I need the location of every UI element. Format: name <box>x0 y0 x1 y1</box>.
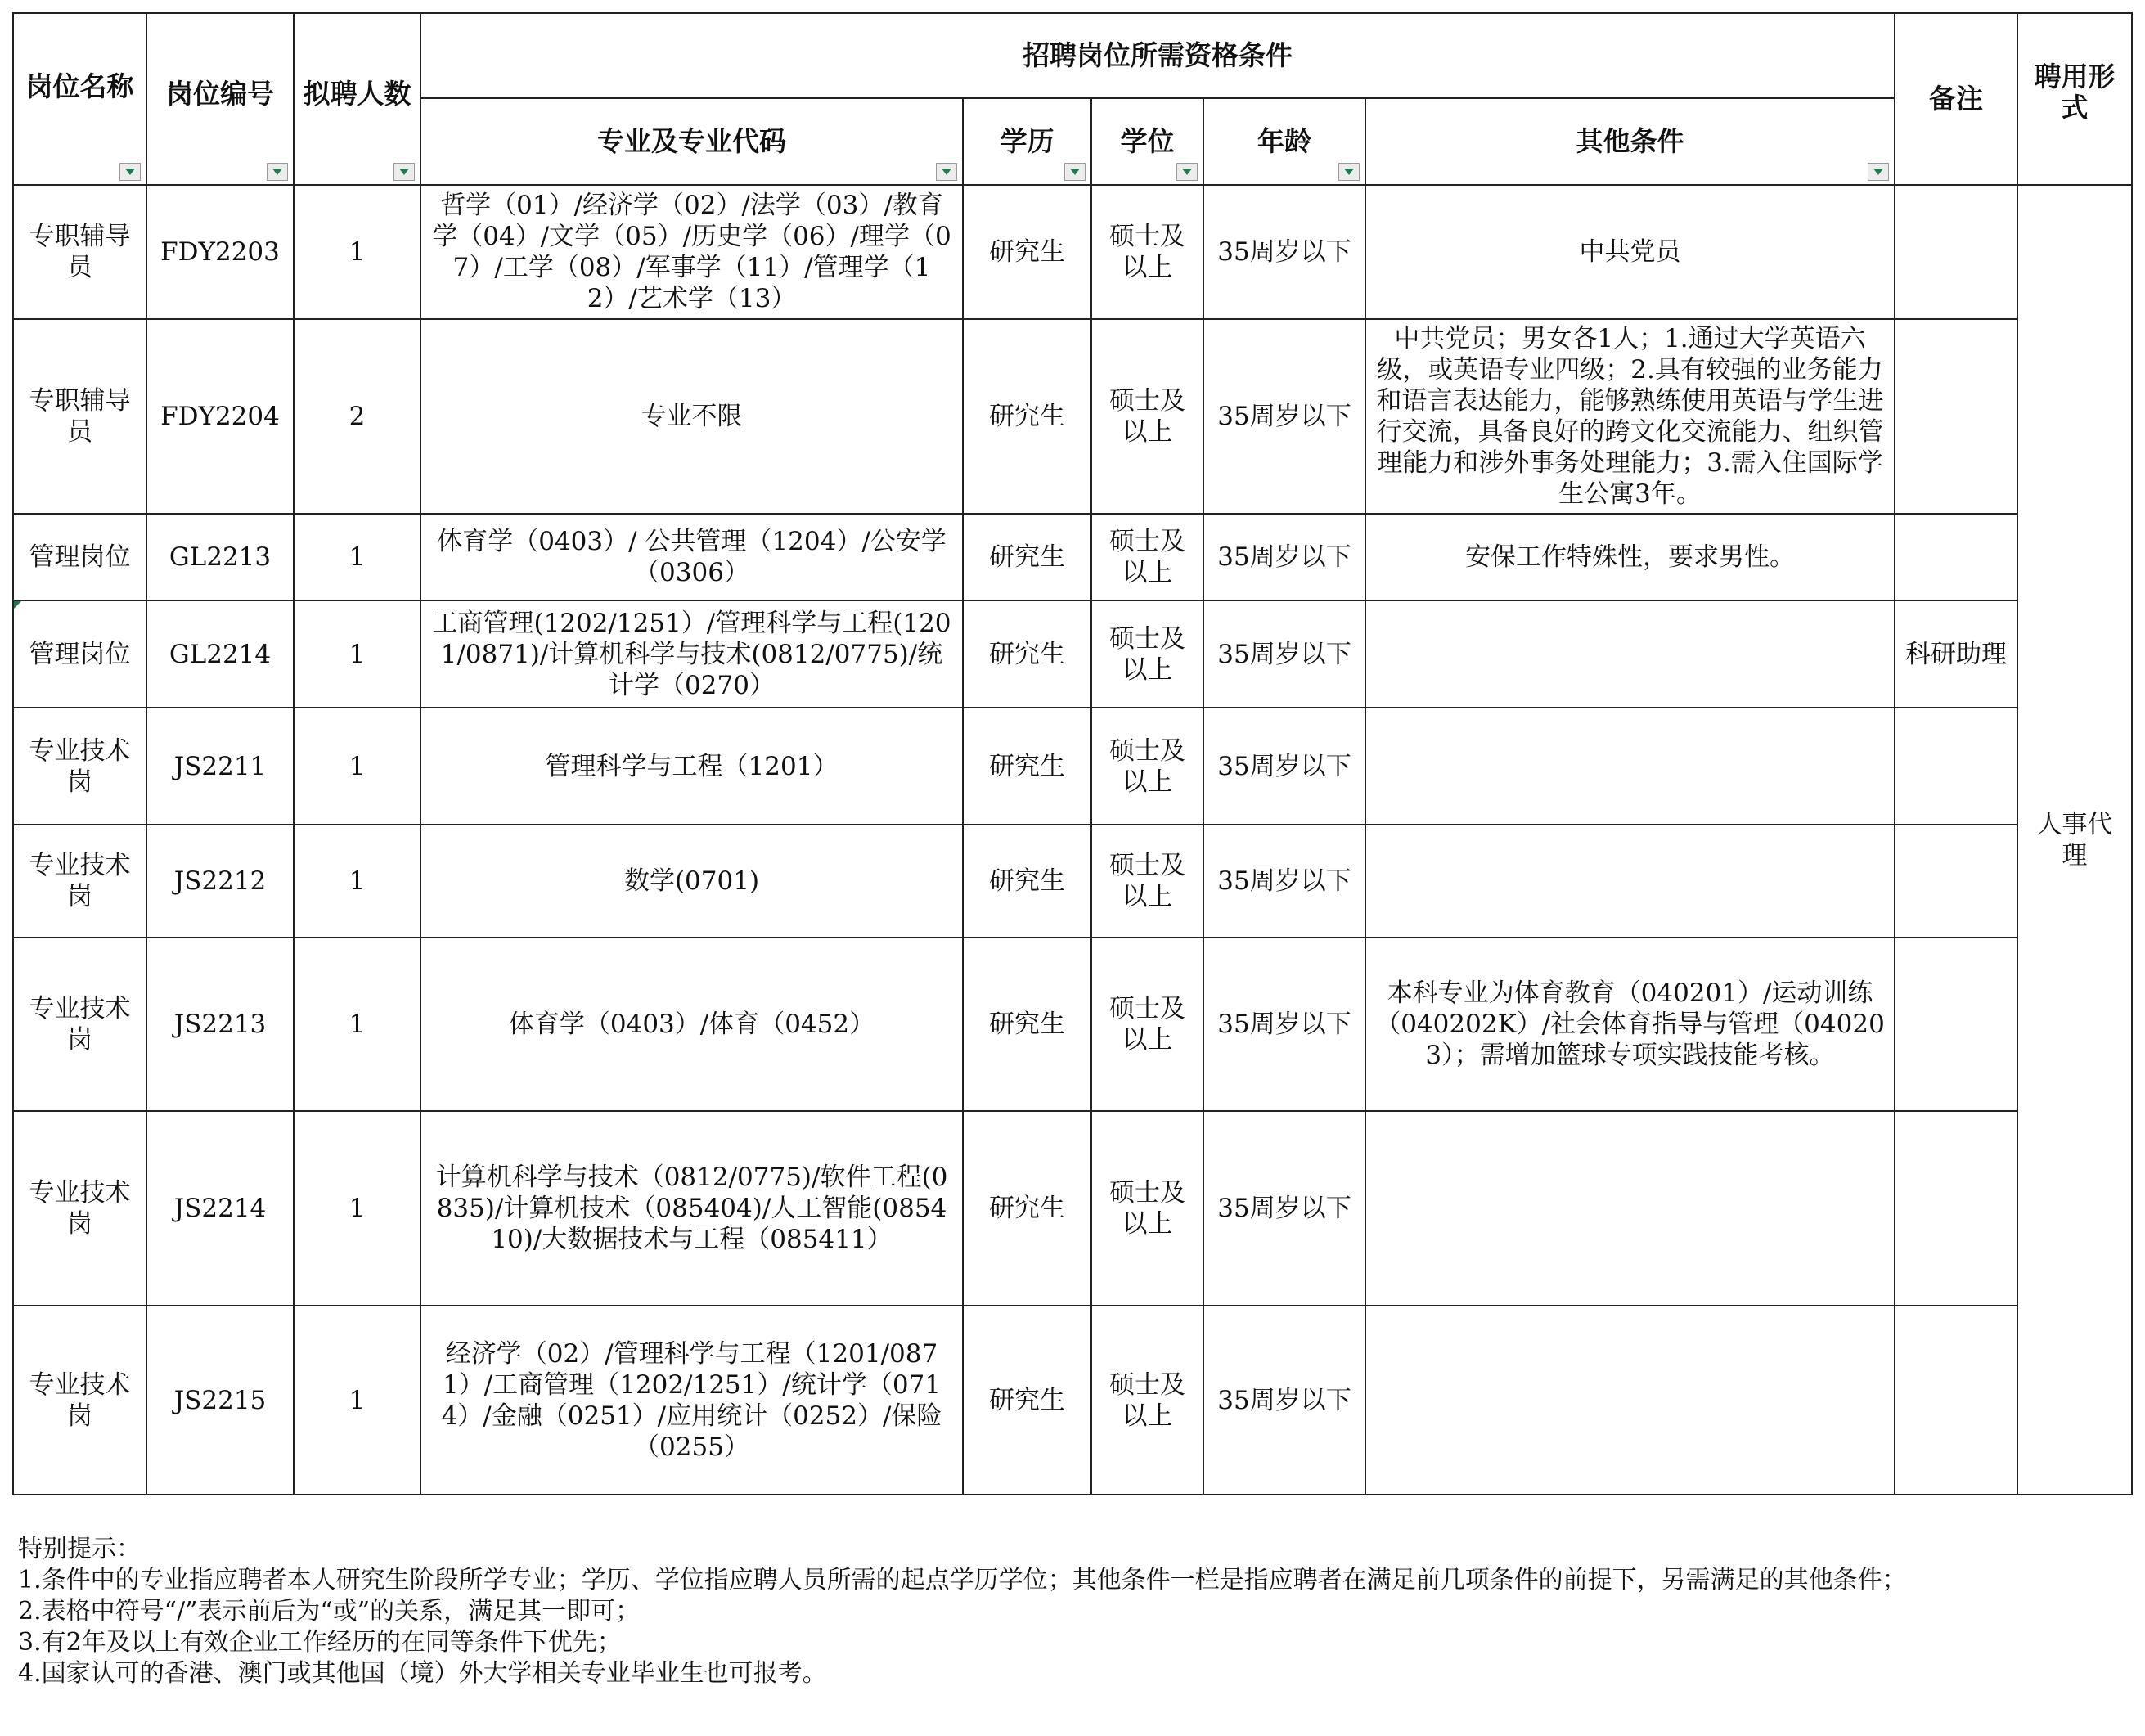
header-code: 岗位编号 <box>166 78 274 110</box>
cell-major: 体育学（0403）/体育（0452） <box>420 938 963 1111</box>
cell-code: FDY2204 <box>146 319 294 514</box>
cell-remark <box>1895 1111 2017 1306</box>
filter-dropdown-icon[interactable] <box>1868 163 1889 181</box>
cell-code: JS2212 <box>146 825 294 938</box>
cell-education: 研究生 <box>963 600 1091 708</box>
cell-major: 管理科学与工程（1201） <box>420 708 963 825</box>
header-other-cell <box>1365 98 1895 185</box>
cell-age: 35周岁以下 <box>1203 185 1365 319</box>
table-row <box>13 514 2132 600</box>
cell-remark <box>1895 319 2017 514</box>
cell-count: 1 <box>294 1306 420 1495</box>
cell-degree: 硕士及以上 <box>1091 514 1203 600</box>
filter-dropdown-icon[interactable] <box>1338 163 1360 181</box>
cell-age: 35周岁以下 <box>1203 1306 1365 1495</box>
cell-major: 经济学（02）/管理科学与工程（1201/0871）/工商管理（1202/1251）/统计学（0714）/金融（0251）/应用统计（0252）/保险（0255） <box>420 1306 963 1495</box>
cell-degree: 硕士及以上 <box>1091 825 1203 938</box>
cell-other <box>1365 708 1895 825</box>
cell-remark <box>1895 825 2017 938</box>
cell-code: FDY2203 <box>146 185 294 319</box>
header-education-cell <box>963 98 1091 185</box>
recruitment-table <box>12 12 2133 1495</box>
cell-degree: 硕士及以上 <box>1091 319 1203 514</box>
cell-other <box>1365 825 1895 938</box>
cell-age: 35周岁以下 <box>1203 514 1365 600</box>
table-row <box>13 825 2132 938</box>
cell-name: 专业技术岗 <box>13 825 146 938</box>
cell-age: 35周岁以下 <box>1203 319 1365 514</box>
filter-dropdown-icon[interactable] <box>936 163 957 181</box>
cell-remark <box>1895 1306 2017 1495</box>
header-age: 年龄 <box>1257 125 1311 157</box>
cell-name: 专业技术岗 <box>13 708 146 825</box>
cell-employment: 人事代理 <box>2017 185 2132 1495</box>
cell-name: 专业技术岗 <box>13 1111 146 1306</box>
cell-degree: 硕士及以上 <box>1091 1306 1203 1495</box>
cell-remark: 科研助理 <box>1895 600 2017 708</box>
cell-name: 专职辅导员 <box>13 319 146 514</box>
cell-education: 研究生 <box>963 708 1091 825</box>
cell-education: 研究生 <box>963 185 1091 319</box>
cell-education: 研究生 <box>963 1111 1091 1306</box>
cell-major: 体育学（0403）/ 公共管理（1204）/公安学（0306） <box>420 514 963 600</box>
header-count: 拟聘人数 <box>303 78 411 110</box>
comment-marker <box>14 601 21 609</box>
cell-education: 研究生 <box>963 825 1091 938</box>
cell-name <box>13 600 146 708</box>
cell-other: 中共党员 <box>1365 185 1895 319</box>
header-qualifications: 招聘岗位所需资格条件 <box>420 13 1895 98</box>
cell-other <box>1365 600 1895 708</box>
cell-code: JS2213 <box>146 938 294 1111</box>
cell-name-text: 管理岗位 <box>29 639 131 669</box>
table-row <box>13 600 2132 708</box>
filter-dropdown-icon[interactable] <box>119 163 141 181</box>
cell-count: 2 <box>294 319 420 514</box>
cell-code: JS2211 <box>146 708 294 825</box>
filter-dropdown-icon[interactable] <box>1064 163 1086 181</box>
cell-education: 研究生 <box>963 514 1091 600</box>
cell-name: 专职辅导员 <box>13 185 146 319</box>
cell-name: 专业技术岗 <box>13 938 146 1111</box>
cell-count: 1 <box>294 1111 420 1306</box>
header-major: 专业及专业代码 <box>597 125 786 157</box>
notes-title: 特别提示： <box>18 1535 141 1563</box>
cell-other <box>1365 1111 1895 1306</box>
cell-count: 1 <box>294 514 420 600</box>
header-name: 岗位名称 <box>25 70 134 102</box>
table-row <box>13 185 2132 319</box>
cell-remark <box>1895 514 2017 600</box>
table-row <box>13 1306 2132 1495</box>
cell-remark <box>1895 938 2017 1111</box>
cell-age: 35周岁以下 <box>1203 600 1365 708</box>
cell-major: 工商管理(1202/1251）/管理科学与工程(1201/0871)/计算机科学与技术(0812/0775)/统计学（0270） <box>420 600 963 708</box>
header-age-cell <box>1203 98 1365 185</box>
cell-degree: 硕士及以上 <box>1091 1111 1203 1306</box>
cell-remark <box>1895 185 2017 319</box>
notes-section <box>18 1534 1907 1689</box>
cell-name: 专业技术岗 <box>13 1306 146 1495</box>
header-employment: 聘用形式 <box>2017 13 2132 185</box>
cell-degree: 硕士及以上 <box>1091 938 1203 1111</box>
cell-degree: 硕士及以上 <box>1091 708 1203 825</box>
cell-other: 安保工作特殊性，要求男性。 <box>1365 514 1895 600</box>
cell-count: 1 <box>294 938 420 1111</box>
filter-dropdown-icon[interactable] <box>393 163 415 181</box>
header-code-cell <box>146 13 294 185</box>
note-item: 2.表格中符号“/”表示前后为“或”的关系，满足其一即可； <box>18 1597 641 1626</box>
cell-other <box>1365 1306 1895 1495</box>
cell-age: 35周岁以下 <box>1203 708 1365 825</box>
cell-count: 1 <box>294 185 420 319</box>
table-row <box>13 319 2132 514</box>
filter-dropdown-icon[interactable] <box>267 163 288 181</box>
cell-count: 1 <box>294 708 420 825</box>
cell-count: 1 <box>294 825 420 938</box>
cell-code: JS2214 <box>146 1111 294 1306</box>
table-row <box>13 708 2132 825</box>
cell-remark <box>1895 708 2017 825</box>
cell-major: 数学(0701) <box>420 825 963 938</box>
cell-education: 研究生 <box>963 1306 1091 1495</box>
cell-education: 研究生 <box>963 938 1091 1111</box>
table-row <box>13 938 2132 1111</box>
header-remark: 备注 <box>1895 13 2017 185</box>
table-row <box>13 1111 2132 1306</box>
header-other: 其他条件 <box>1576 125 1684 157</box>
cell-code: GL2213 <box>146 514 294 600</box>
header-degree: 学位 <box>1120 125 1175 157</box>
note-item: 4.国家认可的香港、澳门或其他国（境）外大学相关专业毕业生也可报考。 <box>18 1659 827 1688</box>
note-item: 1.条件中的专业指应聘者本人研究生阶段所学专业；学历、学位指应聘人员所需的起点学历学位；其他条件一栏是指应聘者在满足前几项条件的前提下，另需满足的其他条件； <box>18 1566 1907 1594</box>
cell-major: 计算机科学与技术（0812/0775)/软件工程(0835)/计算机技术（085404)/人工智能(085410)/大数据技术与工程（085411） <box>420 1111 963 1306</box>
cell-code: GL2214 <box>146 600 294 708</box>
note-item: 3.有2年及以上有效企业工作经历的在同等条件下优先； <box>18 1628 622 1657</box>
cell-major: 哲学（01）/经济学（02）/法学（03）/教育学（04）/文学（05）/历史学（06）/理学（07）/工学（08）/军事学（11）/管理学（12）/艺术学（13） <box>420 185 963 319</box>
recruitment-table-sheet <box>12 12 2131 1495</box>
cell-major: 专业不限 <box>420 319 963 514</box>
cell-code: JS2215 <box>146 1306 294 1495</box>
filter-dropdown-icon[interactable] <box>1176 163 1198 181</box>
header-name-cell <box>13 13 146 185</box>
header-degree-cell <box>1091 98 1203 185</box>
header-education: 学历 <box>1000 125 1055 157</box>
cell-education: 研究生 <box>963 319 1091 514</box>
cell-name: 管理岗位 <box>13 514 146 600</box>
header-major-cell <box>420 98 963 185</box>
cell-degree: 硕士及以上 <box>1091 600 1203 708</box>
cell-degree: 硕士及以上 <box>1091 185 1203 319</box>
cell-other: 中共党员；男女各1人；1.通过大学英语六级，或英语专业四级；2.具有较强的业务能力和语言表达能力，能够熟练使用英语与学生进行交流，具备良好的跨文化交流能力、组织管理能力和涉外事务处理能力；3.需入住国际学生公寓3年。 <box>1365 319 1895 514</box>
cell-age: 35周岁以下 <box>1203 938 1365 1111</box>
cell-age: 35周岁以下 <box>1203 1111 1365 1306</box>
cell-age: 35周岁以下 <box>1203 825 1365 938</box>
cell-other: 本科专业为体育教育（040201）/运动训练（040202K）/社会体育指导与管理（040203）；需增加篮球专项实践技能考核。 <box>1365 938 1895 1111</box>
cell-count: 1 <box>294 600 420 708</box>
header-count-cell <box>294 13 420 185</box>
